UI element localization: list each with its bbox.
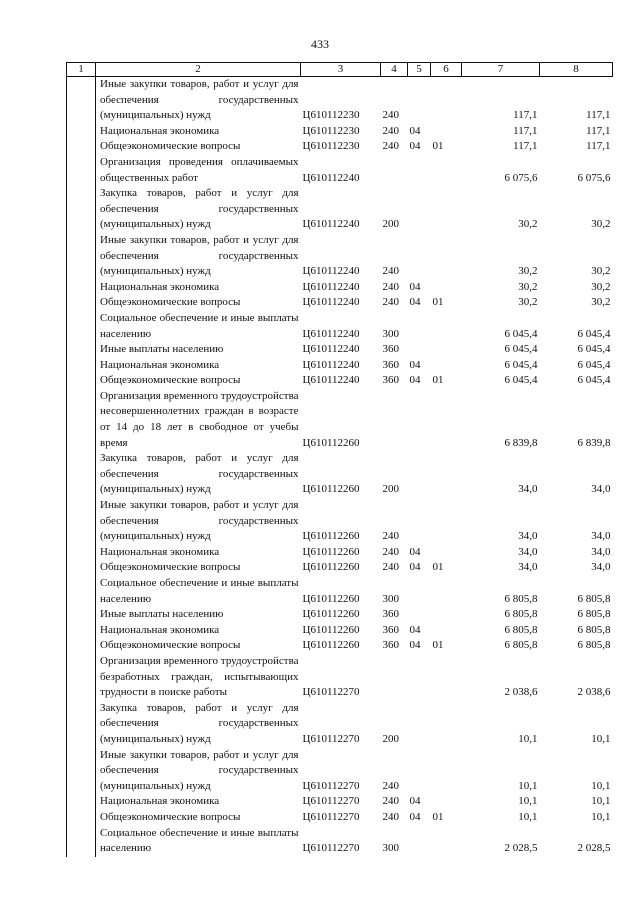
row-number-cell xyxy=(67,358,96,374)
row-code-cell: Ц610112270 xyxy=(302,779,360,792)
row-code-cell: Ц610112240 xyxy=(302,280,360,293)
header-cell-col-1: 1 xyxy=(67,63,96,77)
row-code-cell: Ц610112240 xyxy=(302,343,360,356)
row-amount-cell: 117,1 xyxy=(513,140,538,153)
row-amount-cell: 30,2 xyxy=(591,296,611,309)
row-code-cell: Ц610112270 xyxy=(302,810,360,823)
table-row xyxy=(67,358,613,374)
row-amount-cell: 6 805,8 xyxy=(504,639,538,652)
row-amount-cell: 6 075,6 xyxy=(504,171,538,184)
row-name-cell: Закупка товаров, работ и услуг для обеспечения государственных (муниципальных) нужд xyxy=(96,186,301,233)
row-code-cell: Ц610112260 xyxy=(302,639,360,652)
table-row xyxy=(67,576,613,607)
table-row xyxy=(67,560,613,576)
row-col5-cell xyxy=(408,155,431,186)
row-col5-cell xyxy=(408,186,431,233)
row-col6-cell xyxy=(431,186,462,233)
row-col4-cell: 240 xyxy=(382,795,399,808)
row-col5-cell: 04 xyxy=(409,140,421,153)
row-amount-cell: 10,1 xyxy=(591,810,611,823)
header-cell-col-6: 6 xyxy=(431,63,462,77)
row-col5-cell: 04 xyxy=(409,545,421,558)
row-col4-cell: 200 xyxy=(382,732,399,745)
row-amount-cell: 34,0 xyxy=(591,561,611,574)
header-cell-col-3: 3 xyxy=(301,63,381,77)
row-col5-cell xyxy=(408,748,431,795)
row-name-cell: Национальная экономика xyxy=(96,358,301,374)
row-col6-cell xyxy=(431,280,462,296)
row-number-cell xyxy=(67,701,96,748)
row-amount-cell: 2 038,6 xyxy=(504,686,538,699)
row-col5-cell xyxy=(408,311,431,342)
row-name-cell: Иные закупки товаров, работ и услуг для обеспечения государственных (муниципальных) нужд xyxy=(96,748,301,795)
table-row xyxy=(67,155,613,186)
row-col6-cell xyxy=(431,826,462,857)
row-col6-cell xyxy=(431,748,462,795)
row-col5-cell xyxy=(408,701,431,748)
row-number-cell xyxy=(67,373,96,389)
row-col6-cell: 01 xyxy=(432,374,444,387)
header-cell-col-5: 5 xyxy=(408,63,431,77)
row-code-cell: Ц610112240 xyxy=(302,327,360,340)
row-amount-cell: 6 839,8 xyxy=(504,436,538,449)
row-name-cell: Иные закупки товаров, работ и услуг для обеспечения государственных (муниципальных) нужд xyxy=(96,498,301,545)
row-amount-cell: 6 839,8 xyxy=(577,436,611,449)
row-code-cell: Ц610112240 xyxy=(302,296,360,309)
row-col5-cell: 04 xyxy=(409,280,421,293)
row-code-cell: Ц610112270 xyxy=(302,732,360,745)
row-name-cell: Закупка товаров, работ и услуг для обеспечения государственных (муниципальных) нужд xyxy=(96,701,301,748)
row-col4-cell: 240 xyxy=(382,530,399,543)
row-amount-cell: 117,1 xyxy=(586,140,611,153)
row-col6-cell xyxy=(431,623,462,639)
row-name-cell: Социальное обеспечение и иные выплаты населению xyxy=(96,826,301,857)
header-cell-col-8: 8 xyxy=(540,63,613,77)
row-number-cell xyxy=(67,124,96,140)
budget-table xyxy=(66,62,613,857)
row-code-cell: Ц610112240 xyxy=(302,171,360,184)
row-code-cell: Ц610112270 xyxy=(302,795,360,808)
row-code-cell: Ц610112260 xyxy=(302,561,360,574)
row-amount-cell: 10,1 xyxy=(518,732,538,745)
row-number-cell xyxy=(67,826,96,857)
row-col5-cell xyxy=(408,233,431,280)
row-amount-cell: 6 045,4 xyxy=(504,374,538,387)
table-row xyxy=(67,826,613,857)
row-amount-cell: 10,1 xyxy=(518,810,538,823)
row-number-cell xyxy=(67,810,96,826)
table-row xyxy=(67,810,613,826)
row-amount-cell: 6 075,6 xyxy=(577,171,611,184)
row-col4-cell: 360 xyxy=(382,374,399,387)
table-row xyxy=(67,373,613,389)
row-number-cell xyxy=(67,451,96,498)
row-number-cell xyxy=(67,342,96,358)
row-col4-cell: 240 xyxy=(382,545,399,558)
table-row xyxy=(67,139,613,155)
row-code-cell: Ц610112260 xyxy=(302,608,360,621)
table-row xyxy=(67,311,613,342)
row-number-cell xyxy=(67,560,96,576)
row-number-cell xyxy=(67,280,96,296)
row-name-cell: Иные закупки товаров, работ и услуг для обеспечения государственных (муниципальных) нужд xyxy=(96,77,301,124)
row-number-cell xyxy=(67,233,96,280)
header-cell-col-4: 4 xyxy=(381,63,408,77)
row-number-cell xyxy=(67,498,96,545)
table-row xyxy=(67,451,613,498)
row-col6-cell xyxy=(431,498,462,545)
row-col5-cell xyxy=(408,342,431,358)
header-cell-col-2: 2 xyxy=(96,63,301,77)
row-code-cell: Ц610112270 xyxy=(302,686,360,699)
row-amount-cell: 6 045,4 xyxy=(504,358,538,371)
row-number-cell xyxy=(67,545,96,561)
row-col4-cell: 200 xyxy=(382,483,399,496)
row-name-cell: Организация временного трудоустройства несовершеннолетних граждан в возрасте от 14 до 18 лет в свободное от учебы время xyxy=(96,389,301,451)
row-col5-cell xyxy=(408,576,431,607)
row-col5-cell xyxy=(408,654,431,701)
row-number-cell xyxy=(67,576,96,607)
row-col4-cell xyxy=(381,654,408,701)
page-number: 433 xyxy=(311,37,329,51)
row-name-cell: Закупка товаров, работ и услуг для обеспечения государственных (муниципальных) нужд xyxy=(96,451,301,498)
row-amount-cell: 6 805,8 xyxy=(577,592,611,605)
table-row xyxy=(67,389,613,451)
header-row xyxy=(67,63,613,77)
row-col6-cell xyxy=(431,233,462,280)
row-code-cell: Ц610112230 xyxy=(302,109,360,122)
row-name-cell: Общеэкономические вопросы xyxy=(96,638,301,654)
row-code-cell: Ц610112260 xyxy=(302,592,360,605)
row-col6-cell xyxy=(431,545,462,561)
table-row xyxy=(67,623,613,639)
row-amount-cell: 6 045,4 xyxy=(577,327,611,340)
row-col4-cell xyxy=(381,155,408,186)
row-name-cell: Национальная экономика xyxy=(96,545,301,561)
row-amount-cell: 6 045,4 xyxy=(504,343,538,356)
table-row xyxy=(67,342,613,358)
row-col5-cell: 04 xyxy=(409,561,421,574)
row-amount-cell: 30,2 xyxy=(591,280,611,293)
row-col5-cell: 04 xyxy=(409,639,421,652)
row-col5-cell: 04 xyxy=(409,374,421,387)
row-amount-cell: 34,0 xyxy=(518,530,538,543)
row-col6-cell xyxy=(431,342,462,358)
row-col4-cell: 360 xyxy=(382,343,399,356)
row-col5-cell xyxy=(408,389,431,451)
row-amount-cell: 6 805,8 xyxy=(504,623,538,636)
row-code-cell: Ц610112230 xyxy=(302,140,360,153)
row-col4-cell: 360 xyxy=(382,623,399,636)
row-col6-cell: 01 xyxy=(432,140,444,153)
row-number-cell xyxy=(67,295,96,311)
row-col5-cell: 04 xyxy=(409,124,421,137)
row-col5-cell xyxy=(408,826,431,857)
table-row xyxy=(67,701,613,748)
row-number-cell xyxy=(67,311,96,342)
table-row xyxy=(67,233,613,280)
row-col6-cell xyxy=(431,701,462,748)
row-amount-cell: 117,1 xyxy=(586,124,611,137)
table-row xyxy=(67,545,613,561)
row-name-cell: Общеэкономические вопросы xyxy=(96,810,301,826)
row-amount-cell: 6 805,8 xyxy=(577,608,611,621)
row-col6-cell xyxy=(431,607,462,623)
row-amount-cell: 2 038,6 xyxy=(577,686,611,699)
row-col5-cell: 04 xyxy=(409,358,421,371)
table-row xyxy=(67,186,613,233)
row-name-cell: Национальная экономика xyxy=(96,124,301,140)
table-row xyxy=(67,124,613,140)
row-amount-cell: 6 805,8 xyxy=(504,592,538,605)
row-number-cell xyxy=(67,139,96,155)
table-row xyxy=(67,638,613,654)
row-col4-cell: 240 xyxy=(382,124,399,137)
row-number-cell xyxy=(67,77,96,124)
row-code-cell: Ц610112260 xyxy=(302,483,360,496)
row-amount-cell: 6 045,4 xyxy=(577,374,611,387)
row-code-cell: Ц610112230 xyxy=(302,124,360,137)
row-col4-cell: 240 xyxy=(382,561,399,574)
row-number-cell xyxy=(67,654,96,701)
row-name-cell: Организация временного трудоустройства безработных граждан, испытывающих трудности в поиске работы xyxy=(96,654,301,701)
row-col6-cell: 01 xyxy=(432,561,444,574)
row-amount-cell: 30,2 xyxy=(591,265,611,278)
row-name-cell: Общеэкономические вопросы xyxy=(96,560,301,576)
row-col5-cell: 04 xyxy=(409,795,421,808)
row-amount-cell: 34,0 xyxy=(518,561,538,574)
row-amount-cell: 30,2 xyxy=(518,296,538,309)
row-code-cell: Ц610112260 xyxy=(302,436,360,449)
row-col6-cell xyxy=(431,451,462,498)
row-name-cell: Общеэкономические вопросы xyxy=(96,295,301,311)
row-col5-cell: 04 xyxy=(409,810,421,823)
row-code-cell: Ц610112260 xyxy=(302,623,360,636)
row-col5-cell xyxy=(408,607,431,623)
row-name-cell: Общеэкономические вопросы xyxy=(96,373,301,389)
row-col4-cell: 300 xyxy=(382,842,399,855)
row-number-cell xyxy=(67,607,96,623)
table-row xyxy=(67,654,613,701)
row-amount-cell: 10,1 xyxy=(518,795,538,808)
row-code-cell: Ц610112240 xyxy=(302,374,360,387)
row-col4-cell: 360 xyxy=(382,608,399,621)
table-row xyxy=(67,295,613,311)
row-amount-cell: 10,1 xyxy=(591,779,611,792)
row-amount-cell: 34,0 xyxy=(518,545,538,558)
row-col5-cell xyxy=(408,451,431,498)
row-amount-cell: 34,0 xyxy=(591,530,611,543)
row-col4-cell: 240 xyxy=(382,140,399,153)
row-col4-cell: 240 xyxy=(382,296,399,309)
row-name-cell: Национальная экономика xyxy=(96,794,301,810)
row-amount-cell: 2 028,5 xyxy=(504,842,538,855)
row-col4-cell: 240 xyxy=(382,810,399,823)
row-col6-cell xyxy=(431,389,462,451)
row-number-cell xyxy=(67,155,96,186)
row-col6-cell xyxy=(431,77,462,124)
row-amount-cell: 2 028,5 xyxy=(577,842,611,855)
row-col6-cell xyxy=(431,794,462,810)
row-name-cell: Национальная экономика xyxy=(96,280,301,296)
row-amount-cell: 10,1 xyxy=(591,732,611,745)
row-name-cell: Социальное обеспечение и иные выплаты населению xyxy=(96,576,301,607)
row-col4-cell: 360 xyxy=(382,358,399,371)
row-number-cell xyxy=(67,623,96,639)
header-cell-col-7: 7 xyxy=(462,63,540,77)
row-col6-cell xyxy=(431,576,462,607)
row-name-cell: Национальная экономика xyxy=(96,623,301,639)
row-amount-cell: 6 805,8 xyxy=(577,623,611,636)
row-col6-cell: 01 xyxy=(432,639,444,652)
row-name-cell: Социальное обеспечение и иные выплаты населению xyxy=(96,311,301,342)
table-row xyxy=(67,748,613,795)
row-amount-cell: 10,1 xyxy=(591,795,611,808)
row-amount-cell: 34,0 xyxy=(591,545,611,558)
row-name-cell: Организация проведения оплачиваемых общественных работ xyxy=(96,155,301,186)
row-number-cell xyxy=(67,748,96,795)
row-col6-cell xyxy=(431,155,462,186)
row-amount-cell: 6 045,4 xyxy=(504,327,538,340)
row-amount-cell: 117,1 xyxy=(513,109,538,122)
row-code-cell: Ц610112240 xyxy=(302,358,360,371)
row-col4-cell: 240 xyxy=(382,109,399,122)
row-amount-cell: 6 805,8 xyxy=(504,608,538,621)
row-col6-cell xyxy=(431,358,462,374)
row-amount-cell: 10,1 xyxy=(518,779,538,792)
row-amount-cell: 30,2 xyxy=(518,280,538,293)
table-body xyxy=(67,77,613,857)
row-col4-cell: 240 xyxy=(382,265,399,278)
row-amount-cell: 30,2 xyxy=(518,218,538,231)
table-row xyxy=(67,498,613,545)
row-code-cell: Ц610112260 xyxy=(302,530,360,543)
row-amount-cell: 30,2 xyxy=(591,218,611,231)
row-amount-cell: 6 045,4 xyxy=(577,358,611,371)
row-col4-cell: 300 xyxy=(382,592,399,605)
row-col4-cell: 360 xyxy=(382,639,399,652)
row-name-cell: Иные выплаты населению xyxy=(96,342,301,358)
row-col6-cell xyxy=(431,124,462,140)
row-col5-cell xyxy=(408,498,431,545)
row-amount-cell: 30,2 xyxy=(518,265,538,278)
table-row xyxy=(67,77,613,124)
row-number-cell xyxy=(67,186,96,233)
row-amount-cell: 34,0 xyxy=(591,483,611,496)
row-col6-cell: 01 xyxy=(432,810,444,823)
row-amount-cell: 117,1 xyxy=(513,124,538,137)
row-col6-cell xyxy=(431,654,462,701)
table-row xyxy=(67,607,613,623)
row-name-cell: Общеэкономические вопросы xyxy=(96,139,301,155)
row-amount-cell: 6 045,4 xyxy=(577,343,611,356)
table-row xyxy=(67,794,613,810)
row-col4-cell: 240 xyxy=(382,280,399,293)
row-number-cell xyxy=(67,638,96,654)
row-col6-cell xyxy=(431,311,462,342)
row-col5-cell: 04 xyxy=(409,296,421,309)
row-number-cell xyxy=(67,389,96,451)
row-col5-cell xyxy=(408,77,431,124)
row-number-cell xyxy=(67,794,96,810)
row-col6-cell: 01 xyxy=(432,296,444,309)
row-code-cell: Ц610112260 xyxy=(302,545,360,558)
row-amount-cell: 117,1 xyxy=(586,109,611,122)
row-code-cell: Ц610112240 xyxy=(302,218,360,231)
row-col4-cell: 200 xyxy=(382,218,399,231)
row-amount-cell: 34,0 xyxy=(518,483,538,496)
table-row xyxy=(67,280,613,296)
row-col4-cell xyxy=(381,389,408,451)
row-col5-cell: 04 xyxy=(409,623,421,636)
table-header xyxy=(67,63,613,77)
row-name-cell: Иные выплаты населению xyxy=(96,607,301,623)
row-code-cell: Ц610112270 xyxy=(302,842,360,855)
row-code-cell: Ц610112240 xyxy=(302,265,360,278)
row-col4-cell: 240 xyxy=(382,779,399,792)
row-name-cell: Иные закупки товаров, работ и услуг для обеспечения государственных (муниципальных) нужд xyxy=(96,233,301,280)
row-amount-cell: 6 805,8 xyxy=(577,639,611,652)
row-col4-cell: 300 xyxy=(382,327,399,340)
